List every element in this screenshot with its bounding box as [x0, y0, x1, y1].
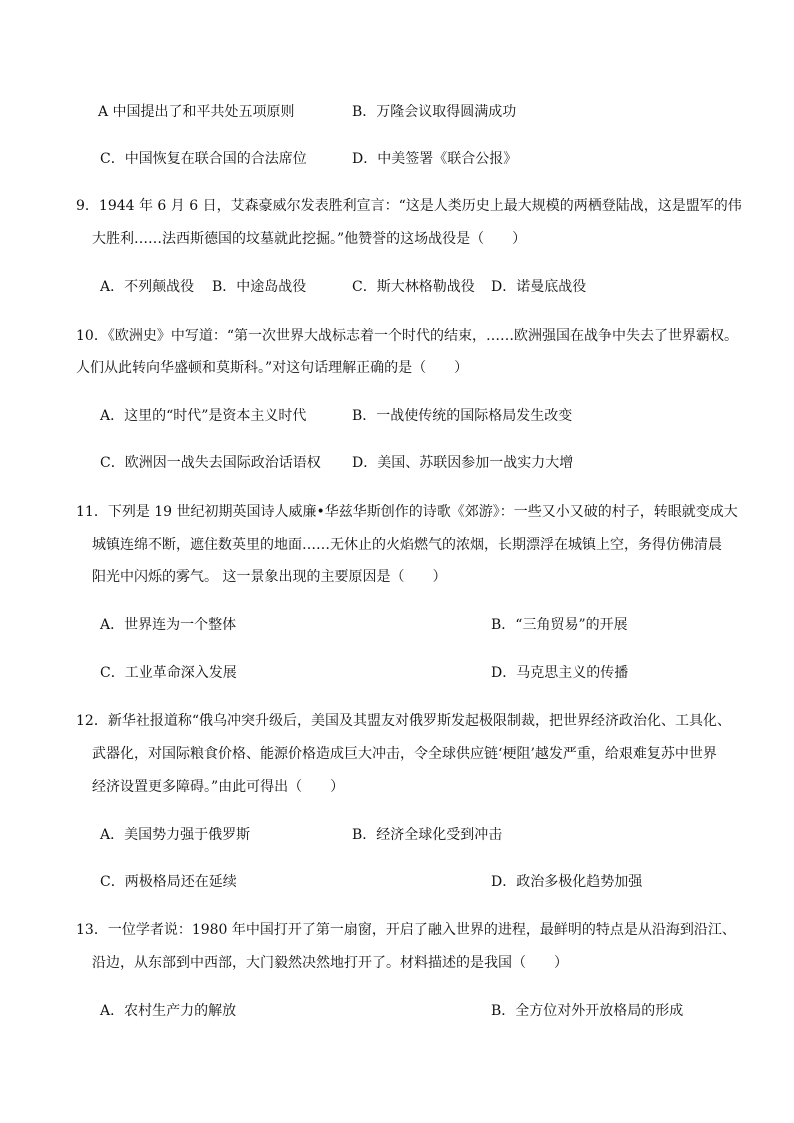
- q10-option-c: C．欧洲因一战失去国际政治话语权: [100, 455, 321, 471]
- q9-option-a: A．不列颠战役: [100, 279, 195, 295]
- q12-stem-line-2: 武器化，对国际粮食价格、能源价格造成巨大冲击，令全球供应链‘梗阻’越发严重，给艰难复苏中世界: [92, 746, 717, 762]
- q11-stem-line-1: 11．下列是 19 世纪初期英国诗人威廉•华兹华斯创作的诗歌《郊游》：一些又小又破的村子，转眼就变成大: [76, 504, 738, 520]
- q13-stem-line-2: 沿边，从东部到中西部，大门毅然决然地打开了。材料描述的是我国（ ）: [92, 955, 568, 971]
- q8-option-c: C．中国恢复在联合国的合法席位: [100, 151, 307, 167]
- q10-stem-line-1: 10．《欧洲史》中写道：“第一次世界大战标志着一个时代的结束，……欧洲强国在战争中失去了世界霸权。: [76, 328, 738, 344]
- q9-stem-line-1: 9．1944 年 6 月 6 日，艾森豪威尔发表胜利宣言：“这是人类历史上最大规模的两栖登陆战，这是盟军的伟: [76, 198, 742, 214]
- q12-option-c: C．两极格局还在延续: [100, 874, 237, 890]
- q8-option-a: A 中国提出了和平共处五项原则: [98, 104, 295, 120]
- q12-stem-line-3: 经济设置更多障碍。”由此可得出（ ）: [92, 779, 345, 795]
- q13-stem-line-1: 13．一位学者说：1980 年中国打开了第一扇窗，开启了融入世界的进程，最鲜明的特点是从沿海到沿江、: [76, 922, 736, 938]
- q10-option-b: B．一战使传统的国际格局发生改变: [352, 408, 573, 424]
- q11-stem-line-3: 阳光中闪烁的雾气。 这一景象出现的主要原因是（ ）: [92, 569, 447, 585]
- q11-option-c: C．工业革命深入发展: [100, 665, 237, 681]
- q12-stem-line-1: 12．新华社报道称“俄乌冲突升级后，美国及其盟友对俄罗斯发起极限制裁，把世界经济政治化、工具化、: [76, 713, 731, 729]
- q8-option-d: D．中美签署《联合公报》: [352, 151, 518, 167]
- q9-option-d: D．诺曼底战役: [491, 279, 587, 295]
- q10-stem-line-2: 人们从此转向华盛顿和莫斯科。”对这句话理解正确的是（ ）: [76, 360, 469, 376]
- q11-option-a: A．世界连为一个整体: [100, 617, 237, 633]
- q12-option-d: D．政治多极化趋势加强: [491, 874, 643, 890]
- q13-option-b: B．全方位对外开放格局的形成: [491, 1003, 684, 1019]
- q11-stem-line-2: 城镇连绵不断，遮住数英里的地面……无休止的火焰燃气的浓烟，长期漂浮在城镇上空，务得仿佛清晨: [92, 537, 722, 553]
- q13-option-a: A．农村生产力的解放: [100, 1003, 237, 1019]
- q11-option-b: B．“三角贸易”的开展: [491, 617, 628, 633]
- q9-option-c: C．斯大林格勒战役: [352, 279, 475, 295]
- q9-option-b: B．中途岛战役: [212, 279, 307, 295]
- q11-option-d: D．马克思主义的传播: [491, 665, 629, 681]
- q8-option-b: B．万隆会议取得圆满成功: [352, 104, 517, 120]
- q10-option-d: D．美国、苏联因参加一战实力大增: [352, 455, 574, 471]
- q12-option-a: A．美国势力强于俄罗斯: [100, 827, 251, 843]
- q10-option-a: A．这里的“时代”是资本主义时代: [100, 408, 307, 424]
- q12-option-b: B．经济全球化受到冲击: [352, 827, 503, 843]
- q9-stem-line-2: 大胜利……法西斯德国的坟墓就此挖掘。”他赞誉的这场战役是（ ）: [92, 231, 527, 247]
